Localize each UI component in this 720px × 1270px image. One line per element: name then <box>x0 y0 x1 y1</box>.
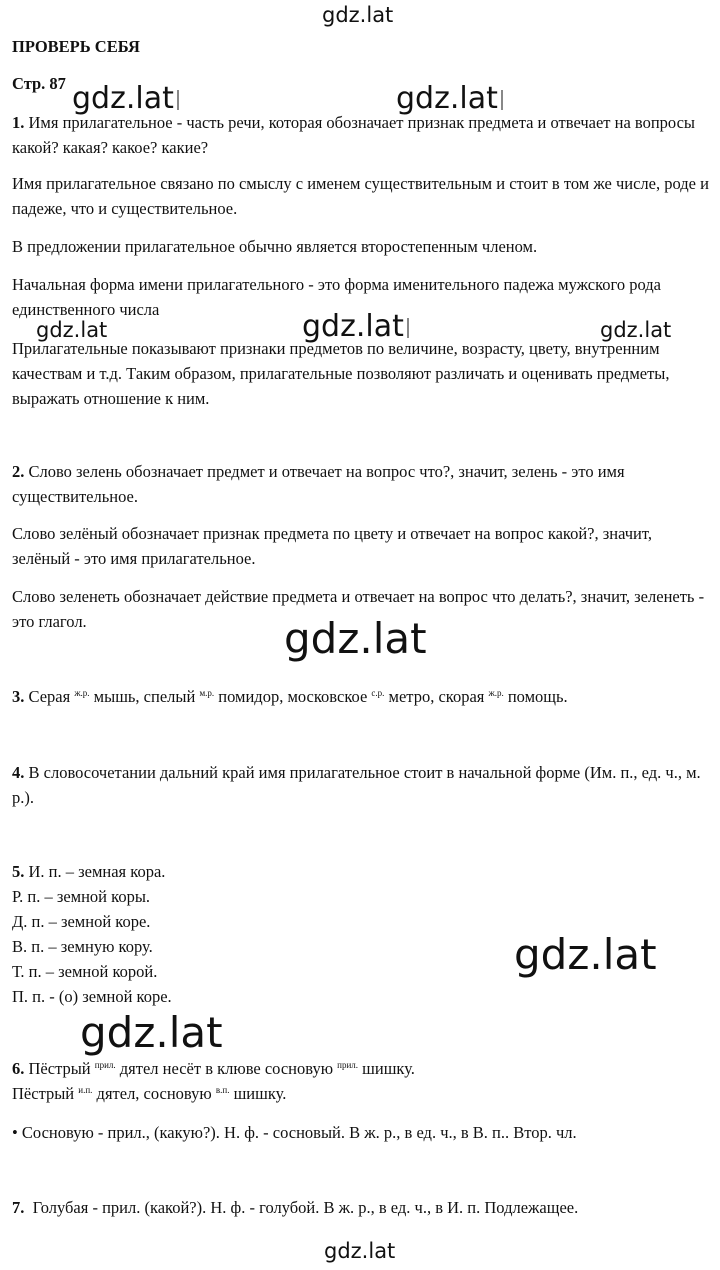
watermark: gdz.lat <box>80 1008 223 1057</box>
watermark: gdz.lat <box>600 318 672 342</box>
watermark: gdz.lat <box>36 318 108 342</box>
declension-line: В. п. – земную кору. <box>12 937 153 956</box>
watermark: gdz.lat <box>514 930 657 979</box>
answer-2: 2. Слово зелень обозначает предмет и отвечает на вопрос что?, значит, зелень - это имя существительное. <box>12 462 625 506</box>
answer-6-line: 6. Пёстрый $^{прил.}$ дятел несёт в клюве сосновую $^{прил.}$ шишку. <box>12 1059 415 1078</box>
declension-line: Т. п. – земной корой. <box>12 962 158 981</box>
answer-1-paragraph: Начальная форма имени прилагательного - это форма именительного падежа мужского рода единственного числа <box>12 275 661 319</box>
watermark: gdz.lat <box>284 614 427 663</box>
declension-line: Р. п. – земной коры. <box>12 887 151 906</box>
answer-2-paragraph: Слово зеленеть обозначает действие предмета и отвечает на вопрос что делать?, значит, зеленеть - это глагол. <box>12 587 705 631</box>
watermark: gdz.lat <box>72 84 179 114</box>
answer-5 <box>12 859 712 1009</box>
declension-line: П. п. - (о) земной коре. <box>12 987 172 1006</box>
answer-1-paragraph: Прилагательные показывают признаки предметов по величине, возрасту, цвету, внутренним качествам и т.д. Таким образом, прилагательные позволяют различать и оценивать предметы, выражать отношение к ним. <box>12 339 670 408</box>
answer-1-paragraph: Имя прилагательное связано по смыслу с именем существительным и стоит в том же числе, роде и падеже, что и существительное. <box>12 174 709 218</box>
answer-2-paragraph: Слово зелёный обозначает признак предмета по цвету и отвечает на вопрос какой?, значит, зелёный - это имя прилагательное. <box>12 524 652 568</box>
answer-6 <box>12 1056 712 1106</box>
watermark: gdz.lat <box>396 84 503 114</box>
answer-7: 7. Голубая - прил. (какой?). Н. ф. - голубой. В ж. р., в ед. ч., в И. п. Подлежащее. <box>12 1198 579 1217</box>
watermark: gdz.lat <box>322 3 394 27</box>
watermark: gdz.lat <box>302 312 409 342</box>
bullet-icon: • <box>12 1123 18 1142</box>
answer-6-line: Пёстрый $^{и.п.}$ дятел, сосновую $^{в.п.}$ шишку. <box>12 1084 287 1103</box>
answer-1-paragraph: В предложении прилагательное обычно является второстепенным членом. <box>12 237 538 256</box>
page-reference: Стр. 87 <box>12 74 66 93</box>
declension-line: Д. п. – земной коре. <box>12 912 151 931</box>
page-heading: ПРОВЕРЬ СЕБЯ <box>12 37 140 56</box>
watermark: gdz.lat <box>324 1239 396 1263</box>
answer-1: 1. Имя прилагательное - часть речи, которая обозначает признак предмета и отвечает на вопросы какой? какая? какое? какие? <box>12 113 695 157</box>
answer-6-analysis: • Сосновую - прил., (какую?). Н. ф. - сосновый. В ж. р., в ед. ч., в В. п.. Втор. чл. <box>12 1123 577 1142</box>
answer-4: 4. В словосочетании дальний край имя прилагательное стоит в начальной форме (Им. п., ед. ч., м. р.). <box>12 763 701 807</box>
answer-3: 3. Серая $^{ж.р.}$ мышь, спелый $^{м.р.}$ помидор, московское $^{с.р.}$ метро, скорая $^{ж.р.}$ помощь. <box>12 687 568 706</box>
declension-line: 5. И. п. – земная кора. <box>12 862 166 881</box>
